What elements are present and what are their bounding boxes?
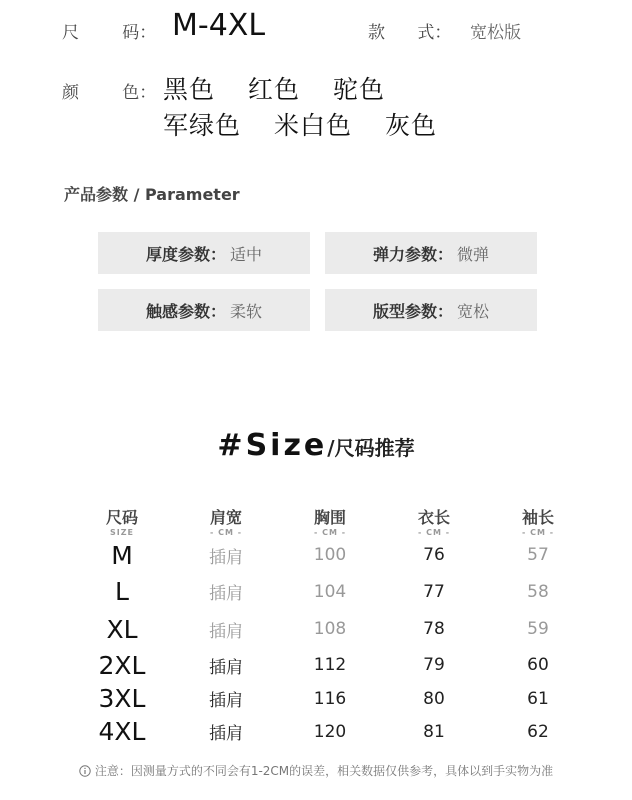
length-cell: 78 bbox=[423, 619, 445, 639]
length-cell: 80 bbox=[423, 688, 445, 709]
size-cell: M bbox=[111, 540, 133, 570]
table-row bbox=[70, 715, 590, 748]
param-label: 弹力参数： bbox=[372, 244, 453, 264]
color-red: 红色 bbox=[247, 75, 300, 104]
col-label: 肩宽 bbox=[209, 508, 242, 527]
param-label: 厚度参数： bbox=[145, 244, 226, 264]
style-label: 款 式： bbox=[368, 23, 452, 43]
col-sleeve bbox=[486, 505, 590, 537]
chest-cell: 116 bbox=[313, 688, 347, 709]
size-subtitle: /尺码推荐 bbox=[327, 436, 415, 460]
param-label: 版型参数： bbox=[372, 301, 453, 321]
color-camel: 驼色 bbox=[332, 75, 385, 104]
size-title: Size bbox=[245, 428, 328, 463]
col-label: 尺码 bbox=[105, 508, 138, 527]
color-army-green: 军绿色 bbox=[163, 111, 242, 140]
shoulder-cell: 插肩 bbox=[209, 584, 243, 604]
size-label: 尺 码： bbox=[62, 23, 157, 43]
length-cell: 77 bbox=[423, 581, 445, 602]
sleeve-cell: 57 bbox=[527, 545, 549, 565]
size-heading bbox=[0, 428, 632, 463]
col-unit: - CM - bbox=[313, 528, 347, 537]
size-range: M-4XL bbox=[172, 8, 266, 43]
chest-cell: 104 bbox=[313, 581, 347, 602]
size-table-header bbox=[70, 505, 590, 537]
param-value: 微弹 bbox=[457, 244, 490, 264]
col-chest bbox=[278, 505, 382, 537]
col-label: 衣长 bbox=[417, 508, 450, 527]
measurement-note bbox=[0, 762, 632, 779]
style-value: 宽松版 bbox=[470, 23, 521, 43]
param-value: 适中 bbox=[230, 244, 263, 264]
sleeve-cell: 58 bbox=[527, 581, 549, 602]
table-row bbox=[70, 537, 590, 573]
col-unit: - CM - bbox=[521, 528, 555, 537]
color-label: 颜 色： bbox=[62, 83, 157, 103]
col-shoulder bbox=[174, 505, 278, 537]
chest-cell: 112 bbox=[313, 655, 347, 675]
param-value: 宽松 bbox=[457, 301, 490, 321]
param-fit bbox=[325, 289, 537, 331]
sleeve-cell: 61 bbox=[527, 688, 549, 709]
size-cell: XL bbox=[106, 614, 138, 644]
length-cell: 76 bbox=[423, 545, 445, 565]
col-size bbox=[70, 505, 174, 537]
size-cell: L bbox=[115, 577, 129, 606]
note-text: 注意：因测量方式的不同会有1-2CM的误差，相关数据仅供参考，具体以到手实物为准 bbox=[94, 764, 554, 778]
col-unit: - CM - bbox=[209, 528, 243, 537]
size-cell: 3XL bbox=[98, 684, 146, 713]
table-row bbox=[70, 573, 590, 610]
table-row bbox=[70, 648, 590, 682]
sleeve-cell: 59 bbox=[527, 619, 549, 639]
color-black: 黑色 bbox=[163, 75, 216, 104]
size-hash: # bbox=[217, 428, 246, 463]
param-thickness bbox=[98, 232, 310, 274]
shoulder-cell: 插肩 bbox=[209, 657, 243, 678]
col-unit: - CM - bbox=[417, 528, 451, 537]
shoulder-cell: 插肩 bbox=[209, 724, 243, 744]
chest-cell: 120 bbox=[313, 721, 347, 742]
shoulder-cell: 插肩 bbox=[209, 547, 243, 568]
size-cell: 2XL bbox=[98, 650, 146, 680]
color-off-white: 米白色 bbox=[273, 111, 352, 140]
length-cell: 79 bbox=[423, 655, 445, 675]
sleeve-cell: 62 bbox=[527, 721, 549, 742]
info-circle-icon bbox=[79, 765, 91, 777]
chest-cell: 108 bbox=[313, 619, 347, 639]
size-table bbox=[70, 505, 590, 748]
param-value: 柔软 bbox=[230, 301, 263, 321]
color-row-2 bbox=[163, 106, 461, 142]
shoulder-cell: 插肩 bbox=[209, 621, 243, 642]
col-length bbox=[382, 505, 486, 537]
params-title: 产品参数 / Parameter bbox=[64, 185, 240, 204]
col-label: 袖长 bbox=[521, 508, 554, 527]
size-cell: 4XL bbox=[98, 717, 146, 746]
color-grey: 灰色 bbox=[384, 111, 437, 140]
col-unit: SIZE bbox=[109, 528, 134, 537]
param-label: 触感参数： bbox=[145, 301, 226, 321]
shoulder-cell: 插肩 bbox=[209, 691, 243, 711]
param-touch bbox=[98, 289, 310, 331]
table-row bbox=[70, 682, 590, 715]
table-row bbox=[70, 610, 590, 648]
param-elasticity bbox=[325, 232, 537, 274]
length-cell: 81 bbox=[423, 721, 445, 742]
sleeve-cell: 60 bbox=[527, 655, 549, 675]
col-label: 胸围 bbox=[313, 508, 346, 527]
chest-cell: 100 bbox=[313, 545, 347, 565]
color-row-1 bbox=[163, 70, 409, 106]
